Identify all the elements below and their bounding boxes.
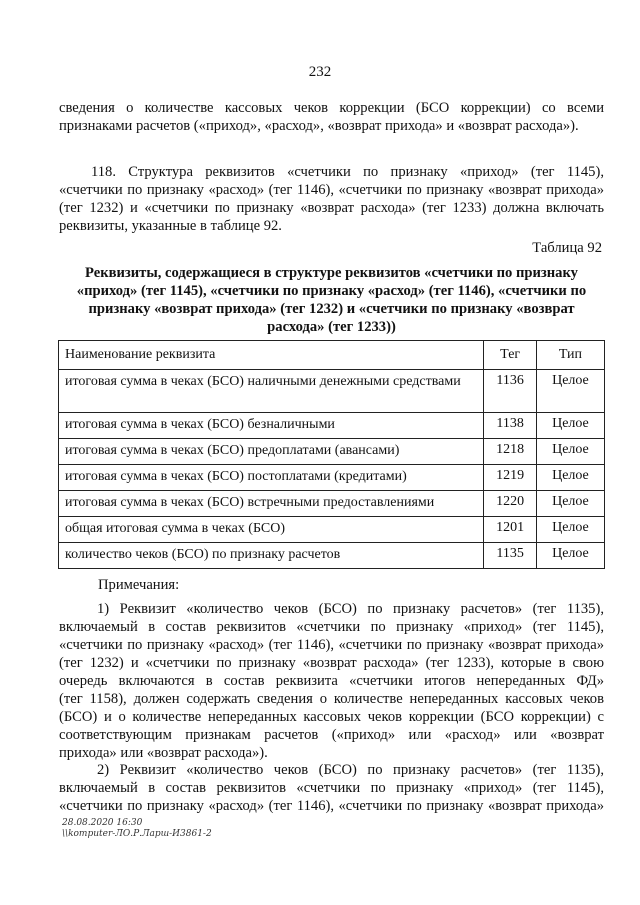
table-row (59, 543, 605, 569)
note-1-paragraph (59, 600, 604, 762)
cell-name: количество чеков (БСО) по признаку расчетов (59, 543, 484, 569)
text-line: соответствующим признакам расчетов («приход» или «расход» или «возврат (59, 727, 604, 743)
cell-type: Целое (536, 517, 604, 543)
cell-name: итоговая сумма в чеках (БСО) постоплатами (кредитами) (59, 465, 484, 491)
cell-tag: 1220 (484, 491, 536, 517)
cell-name: итоговая сумма в чеках (БСО) безналичными (59, 413, 484, 439)
text-line: реквизиты, указанные в таблице 92. (59, 218, 282, 234)
text-line: 118. Структура реквизитов «счетчики по признаку «приход» (тег 1145), (91, 164, 604, 180)
text-line: (тег 1158), должен содержать сведения о количестве непереданных кассовых чеков (59, 691, 604, 707)
cell-tag: 1138 (484, 413, 536, 439)
text-line: включаемый в состав реквизитов «счетчики по признаку «приход» (тег 1145), (59, 780, 604, 796)
cell-type: Целое (536, 413, 604, 439)
cell-type: Целое (536, 370, 604, 413)
header-type: Тип (536, 341, 604, 370)
table-row (59, 370, 605, 413)
footer-file-path: \\komputer-ЛО.Р.Ларш-И3861-2 (62, 829, 212, 839)
requisites-table (58, 340, 605, 569)
cell-name: итоговая сумма в чеках (БСО) встречными предоставлениями (59, 491, 484, 517)
text-line: (тег 1232) и «счетчики по признаку «возврат расхода» (тег 1233), которые в свою (59, 655, 604, 671)
table-row (59, 465, 605, 491)
table-row (59, 413, 605, 439)
cell-name: итоговая сумма в чеках (БСО) предоплатами (авансами) (59, 439, 484, 465)
caption-line: Реквизиты, содержащиеся в структуре реквизитов «счетчики по признаку (85, 265, 578, 281)
table-row (59, 517, 605, 543)
text-line: «счетчики по признаку «расход» (тег 1146), «счетчики по признаку «возврат прихода» (59, 798, 604, 814)
cell-type: Целое (536, 491, 604, 517)
caption-line: «приход» (тег 1145), «счетчики по признаку «расход» (тег 1146), «счетчики по (76, 283, 587, 299)
footer-timestamp: 28.08.2020 16:30 (62, 818, 143, 828)
text-line: (БСО) и о количестве непереданных кассовых чеков коррекции (БСО коррекции) с (59, 709, 604, 725)
text-line: очередь включаются в состав реквизита «счетчики итогов непереданных ФД» (59, 673, 604, 689)
cell-tag: 1219 (484, 465, 536, 491)
text-line: прихода» или «возврат расхода»). (59, 745, 268, 761)
cell-tag: 1201 (484, 517, 536, 543)
page-number: 232 (308, 64, 332, 80)
intro-paragraph (59, 99, 604, 135)
note-2-paragraph (59, 761, 604, 815)
text-line: 1) Реквизит «количество чеков (БСО) по признаку расчетов» (тег 1135), (97, 601, 604, 617)
text-line: «счетчики по признаку «расход» (тег 1146), «счетчики по признаку «возврат прихода» (59, 637, 604, 653)
table-header-row (59, 341, 605, 370)
table-row (59, 491, 605, 517)
text-line: (тег 1232) и «счетчики по признаку «возврат расхода» (тег 1233) должна включать (59, 200, 604, 216)
cell-type: Целое (536, 465, 604, 491)
cell-type: Целое (536, 439, 604, 465)
cell-name: итоговая сумма в чеках (БСО) наличными денежными средствами (59, 370, 484, 413)
caption-line: расхода» (тег 1233)) (267, 319, 396, 335)
text-line: признаками расчетов («приход», «расход», «возврат прихода» и «возврат расхода»). (59, 118, 579, 134)
text-line: включаемый в состав реквизитов «счетчики по признаку «приход» (тег 1145), (59, 619, 604, 635)
table-caption (59, 264, 604, 336)
caption-line: признаку «возврат прихода» (тег 1232) и «счетчики по признаку «возврат (88, 301, 575, 317)
table-label: Таблица 92 (532, 240, 602, 256)
notes-title: Примечания: (98, 577, 180, 593)
header-tag: Тег (484, 341, 536, 370)
cell-tag: 1136 (484, 370, 536, 413)
text-line: «счетчики по признаку «расход» (тег 1146), «счетчики по признаку «возврат прихода» (59, 182, 604, 198)
text-line: 2) Реквизит «количество чеков (БСО) по признаку расчетов» (тег 1135), (97, 762, 604, 778)
cell-tag: 1218 (484, 439, 536, 465)
table-row (59, 439, 605, 465)
header-name: Наименование реквизита (59, 341, 484, 370)
cell-name: общая итоговая сумма в чеках (БСО) (59, 517, 484, 543)
clause-118-paragraph (59, 163, 604, 235)
text-line: сведения о количестве кассовых чеков коррекции (БСО коррекции) со всеми (59, 100, 604, 116)
cell-tag: 1135 (484, 543, 536, 569)
cell-type: Целое (536, 543, 604, 569)
